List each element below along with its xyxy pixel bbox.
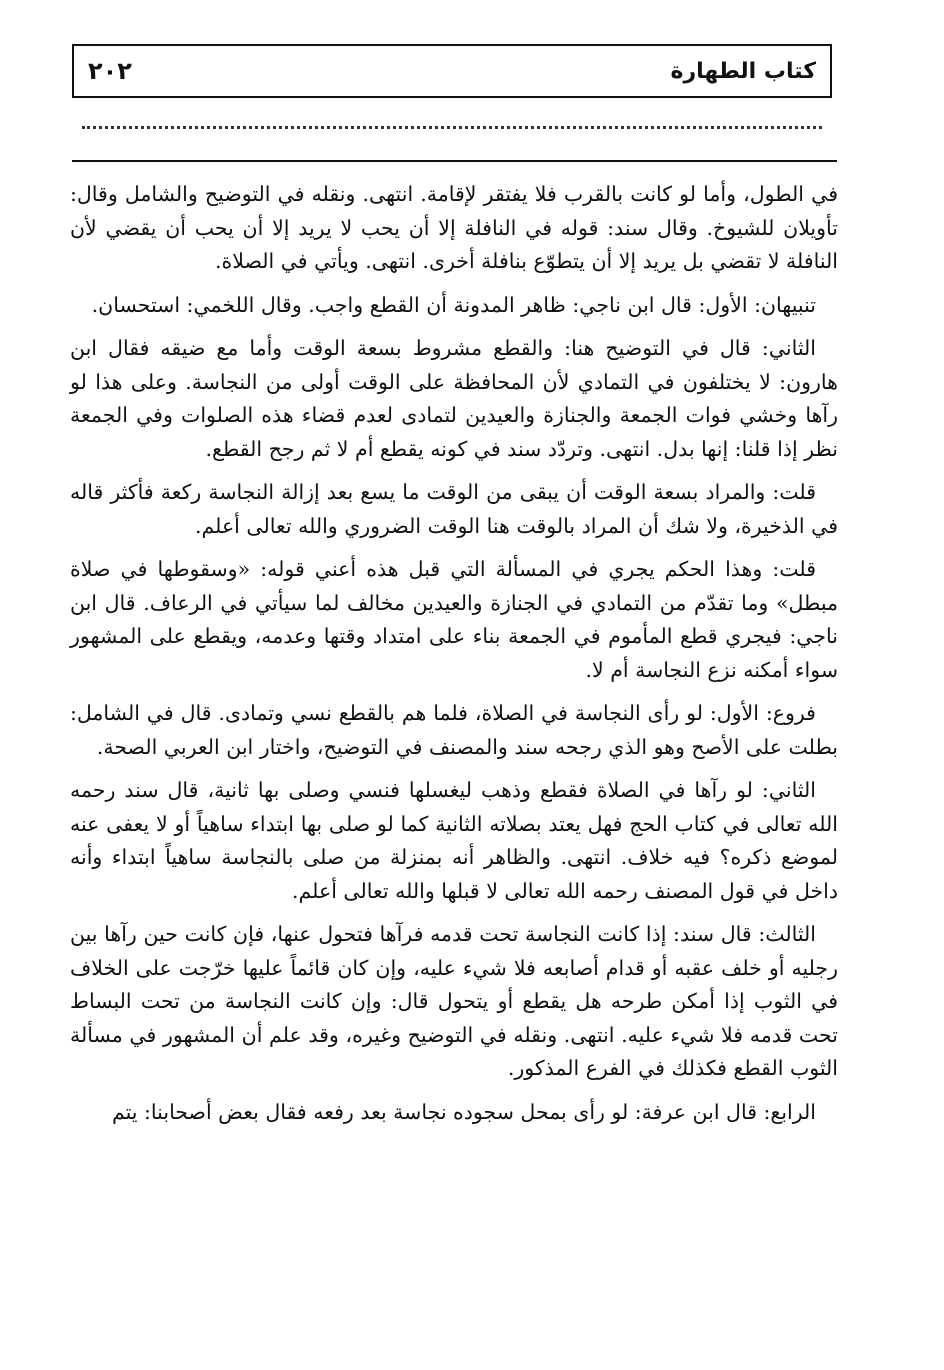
paragraph: الرابع: قال ابن عرفة: لو رأى بمحل سجوده نجاسة بعد رفعه فقال بعض أصحابنا: يتم (111, 1099, 816, 1124)
paragraph: الثالث: قال سند: إذا كانت النجاسة تحت قدمه فرآها فتحول عنها، فإن كانت حين رآها بين رجليه أو خلف عقبه أو قدام أصابعه فلا شيء عليه، وإن كان قائماً عليها خرّجت على الخلاف في الثوب إذا أمكن طرحه هل يقطع أو يتحول قال: وإن كانت النجاسة من تحت البساط تحت قدمه فلا شيء عليه. انتهى. ونقله في التوضيح وغيره، وقد علم أن المشهور في مسألة الثوب القطع فكذلك في الفرع المذكور. (70, 922, 838, 1080)
paragraph: فروع: الأول: لو رأى النجاسة في الصلاة، فلما هم بالقطع نسي وتمادى. قال في الشامل: بطلت على الأصح وهو الذي رجحه سند والمصنف في التوضيح، واختار ابن العربي الصحة. (70, 701, 838, 759)
body-text (70, 178, 838, 1139)
paragraph: الثاني: قال في التوضيح هنا: والقطع مشروط بسعة الوقت وأما مع ضيقه فقال ابن هارون: لا يختلفون في التمادي لأن المحافظة على الوقت أولى من النجاسة. وعلى هذا لو رآها وخشي فوات الجمعة والجنازة والعيدين لتمادى لعدم قضاء هذه الصلوات وفي الجمعة نظر إذا قلنا: إنها بدل. انتهى. وتردّد سند في كونه يقطع أم لا ثم رجح القطع. (70, 336, 838, 461)
horizontal-rule (72, 160, 837, 162)
book-title: كتاب الطهارة (670, 58, 816, 84)
page-number: ٢٠٢ (88, 57, 132, 85)
paragraph: في الطول، وأما لو كانت بالقرب فلا يفتقر لإقامة. انتهى. ونقله في التوضيح والشامل وقال: تأويلان للشيوخ. وقال سند: قوله في النافلة إلا أن يحب لا يريد إلا أن يحب أن يقضي لأن النافلة لا تقضي بل يريد إلا أن يتطوّع بنافلة أخرى. انتهى. ويأتي في الصلاة. (70, 182, 838, 273)
paragraph: قلت: والمراد بسعة الوقت أن يبقى من الوقت ما يسع بعد إزالة النجاسة ركعة فأكثر قاله في الذخيرة، ولا شك أن المراد بالوقت هنا الوقت الضروري والله تعالى أعلم. (70, 480, 838, 538)
paragraph: الثاني: لو رآها في الصلاة فقطع وذهب ليغسلها فنسي وصلى بها ثانية، قال سند رحمه الله تعالى في كتاب الحج فهل يعتد بصلاته الثانية كما لو صلى بها ابتداء ساهياً أو لا يعفى عنه لموضع ذكره؟ فيه خلاف. انتهى. والظاهر أنه بمنزلة من صلى بالنجاسة ساهياً ابتداء وأنه داخل في قول المصنف رحمه الله تعالى لا قبلها والله تعالى أعلم. (70, 778, 838, 903)
paragraph: تنبيهان: الأول: قال ابن ناجي: ظاهر المدونة أن القطع واجب. وقال اللخمي: استحسان. (91, 292, 816, 317)
paragraph: قلت: وهذا الحكم يجري في المسألة التي قبل هذه أعني قوله: «وسقوطها في صلاة مبطل» وما تقدّم من التمادي في الجنازة والعيدين مخالف لما سيأتي في الرعاف. قال ابن ناجي: فيجري قطع المأموم في الجمعة بناء على امتداد وقتها وعدمه، ويقطع على المشهور سواء أمكنه نزع النجاسة أم لا. (70, 557, 838, 682)
dotted-separator (82, 126, 822, 129)
page-header (72, 44, 832, 98)
